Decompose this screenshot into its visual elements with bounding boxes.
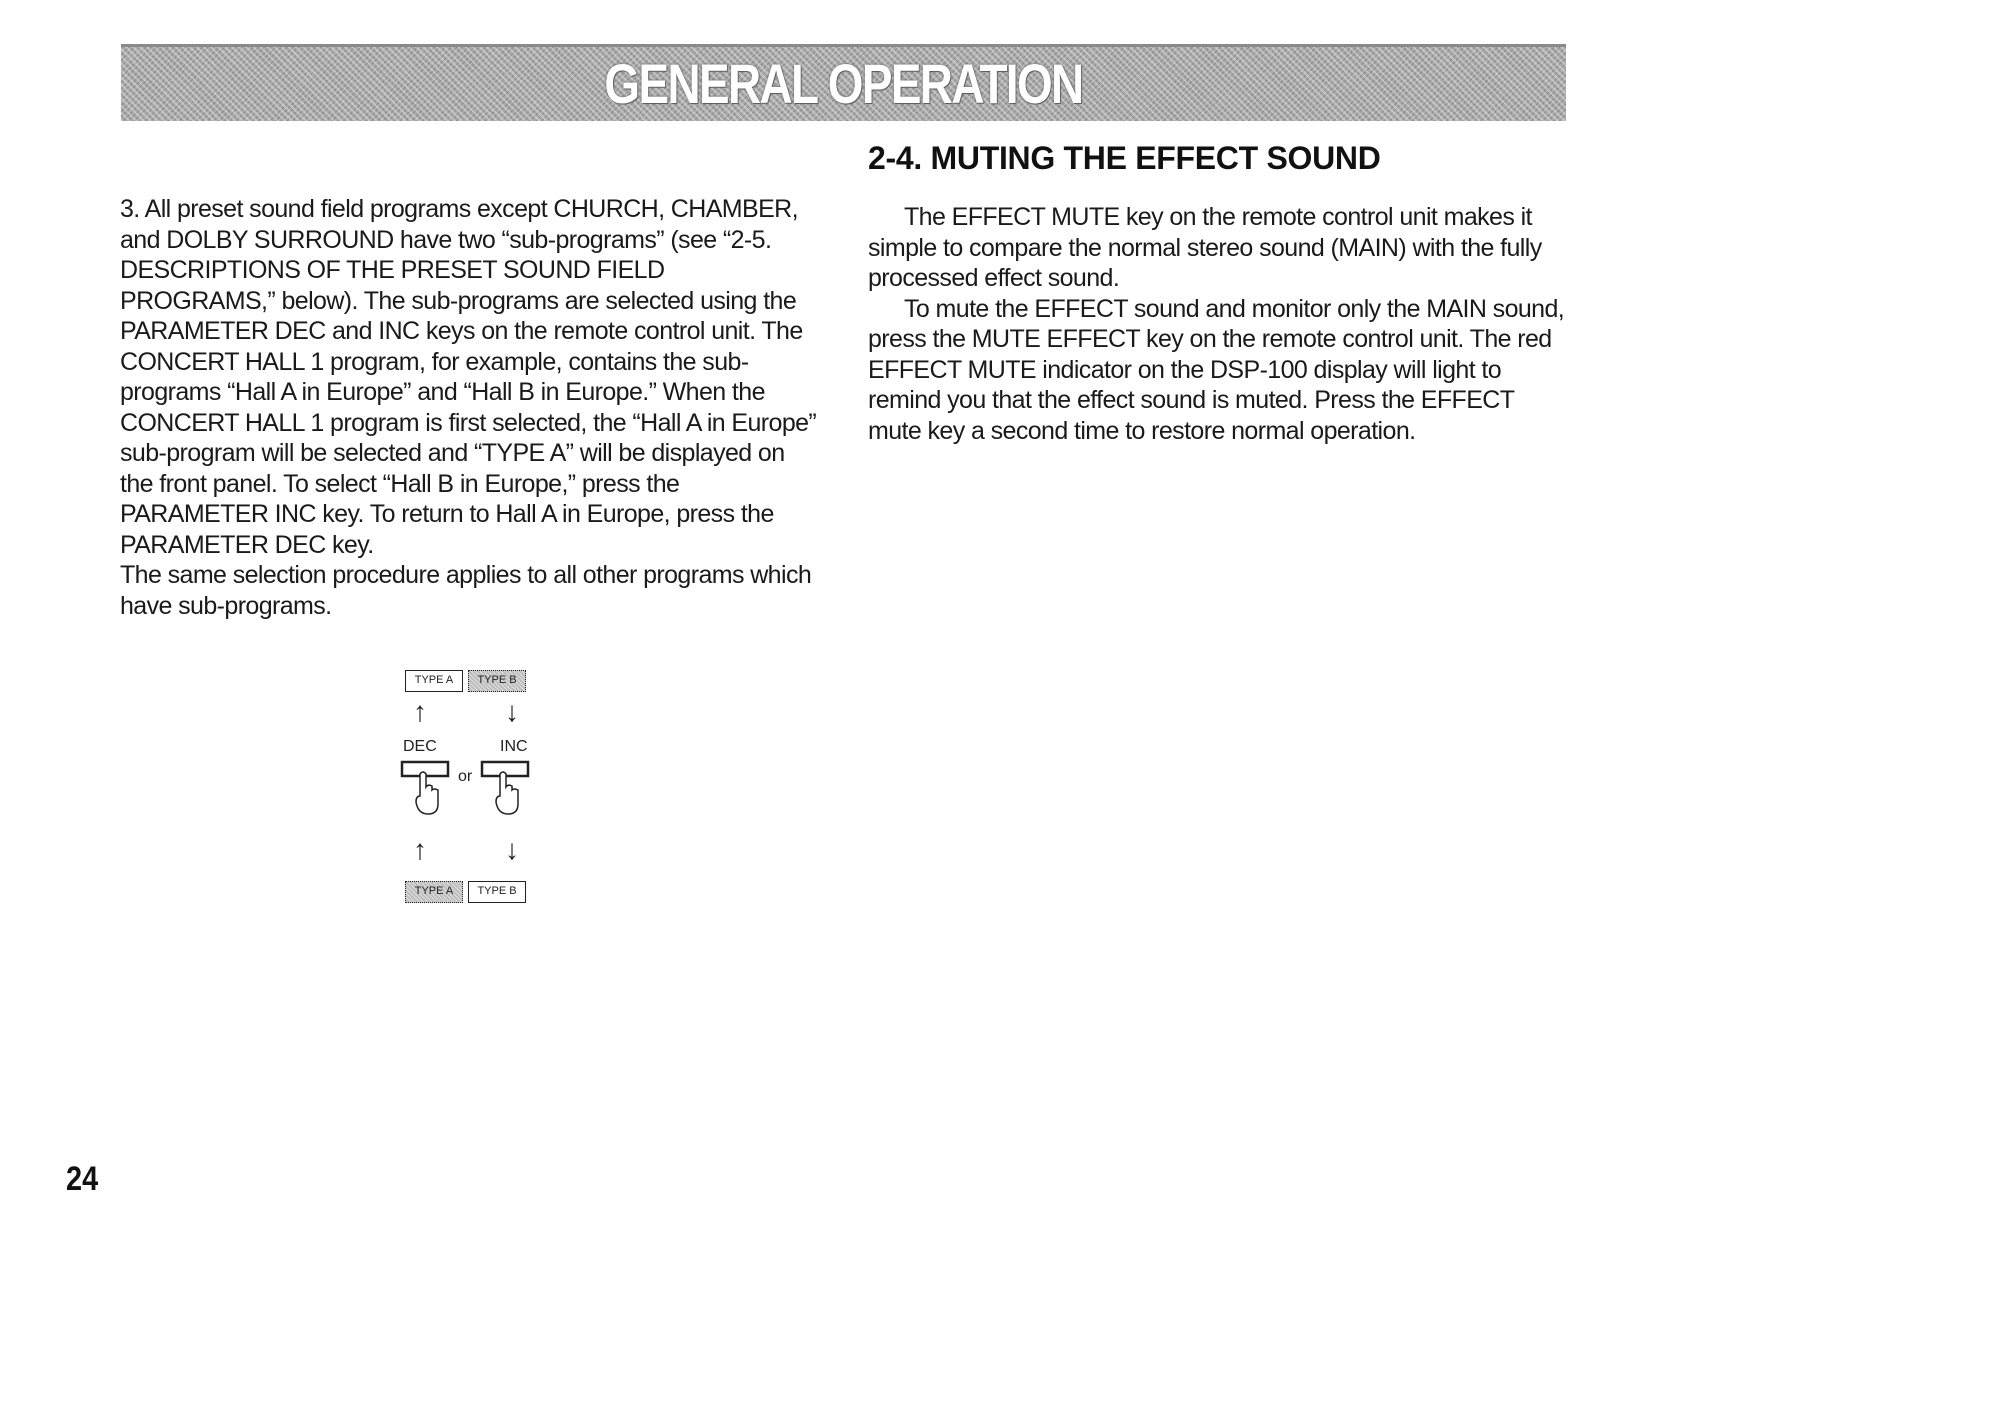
- body-paragraph: 3. All preset sound field programs except CHURCH, CHAMBER, and DOLBY SURROUND have two “sub-programs” (see “2-5. DESCRIPTIONS OF THE PRESET SOUND FIELD PROGRAMS,” below). The sub-programs are selected using the PARAMETER DEC and INC keys on the remote control unit. The CONCERT HALL 1 program, for example, contains the sub-programs “Hall A in Europe” and “Hall B in Europe.” When the CONCERT HALL 1 program is first selected, the “Hall A in Europe” sub-program will be selected and “TYPE A” will be displayed on the front panel. To select “Hall B in Europe,” press the PARAMETER INC key. To return to Hall A in Europe, press the PARAMETER DEC key.: [120, 195, 817, 559]
- sub-program-diagram: [400, 668, 580, 918]
- up-arrow-icon: ↑: [413, 696, 427, 727]
- inc-key-press-icon: [480, 760, 532, 816]
- up-arrow-icon: ↑: [413, 834, 427, 865]
- page-number: 24: [66, 1160, 99, 1198]
- dec-label: DEC: [403, 738, 437, 755]
- body-paragraph: The same selection procedure applies to all other programs which have sub-programs.: [120, 561, 812, 620]
- down-arrow-icon: ↓: [505, 696, 519, 727]
- body-paragraph: To mute the EFFECT sound and monitor only the MAIN sound, press the MUTE EFFECT key on the remote control unit. The red EFFECT MUTE indicator on the DSP-100 display will light to remind you that the effect sound is muted. Press the EFFECT mute key a second time to restore normal operation.: [868, 294, 1565, 445]
- left-column: [120, 194, 820, 621]
- type-b-indicator-lit: TYPE B: [468, 670, 526, 692]
- inc-label: INC: [500, 738, 528, 755]
- body-paragraph: The EFFECT MUTE key on the remote control unit makes it simple to compare the normal stereo sound (MAIN) with the fully processed effect sound.: [868, 203, 1542, 292]
- type-b-indicator: TYPE B: [468, 881, 526, 903]
- right-column: [868, 202, 1568, 446]
- or-label: or: [458, 768, 473, 785]
- type-a-indicator: TYPE A: [405, 670, 463, 692]
- page-title: GENERAL OPERATION: [604, 52, 1083, 115]
- down-arrow-icon: ↓: [505, 834, 519, 865]
- dec-key-press-icon: [400, 760, 452, 816]
- section-heading: 2-4. MUTING THE EFFECT SOUND: [868, 140, 1381, 176]
- header-banner: [121, 44, 1566, 121]
- type-a-indicator-lit: TYPE A: [405, 881, 463, 903]
